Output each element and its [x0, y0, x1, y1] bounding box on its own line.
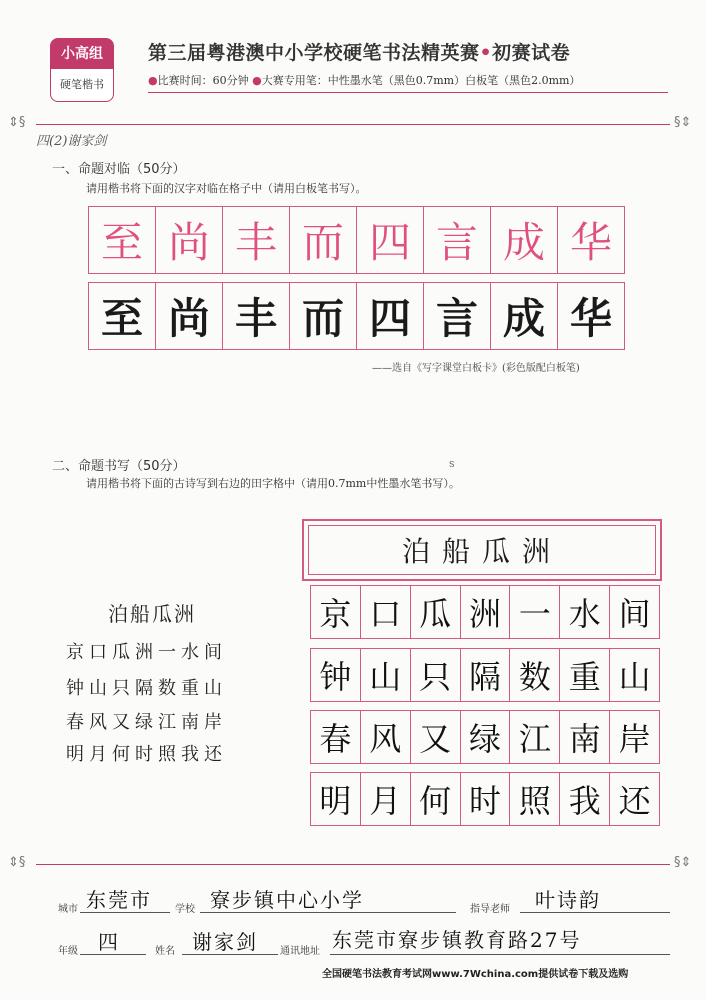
badge-category-label: 硬笔楷书	[60, 78, 104, 91]
model-char: 四	[357, 207, 424, 273]
exam-pen: 大赛专用笔：中性墨水笔（黑色0.7mm）白板笔（黑色2.0mm）	[261, 74, 581, 87]
name-label: 姓名	[155, 946, 175, 957]
model-char: 丰	[223, 207, 290, 273]
model-char: 尚	[156, 207, 223, 273]
answer-char: 水	[560, 586, 610, 638]
poem-title: 泊船瓜洲	[108, 602, 196, 626]
answer-char: 京	[311, 586, 361, 638]
ornament-left-icon: ⇕§	[8, 115, 26, 130]
answer-char: 江	[510, 711, 560, 763]
answer-row	[310, 648, 660, 702]
answer-char: 洲	[461, 586, 511, 638]
section2-instruction: 请用楷书将下面的古诗写到右边的田字格中（请用0.7mm中性墨水笔书写）。	[86, 477, 460, 490]
exam-info	[148, 72, 580, 88]
answer-char: 月	[361, 773, 411, 825]
answer-char: 钟	[311, 649, 361, 701]
model-char: 言	[424, 207, 491, 273]
answer-char: 时	[461, 773, 511, 825]
grade-underline	[80, 954, 146, 955]
divider-bottom	[36, 864, 670, 865]
written-char: 尚	[156, 283, 223, 349]
name-value[interactable]: 谢家剑	[192, 930, 258, 954]
writing-grid	[88, 282, 625, 350]
answer-char: 又	[411, 711, 461, 763]
grade-value[interactable]: 四	[98, 930, 120, 954]
answer-char: 口	[361, 586, 411, 638]
answer-char: 瓜	[411, 586, 461, 638]
address-value[interactable]: 东莞市寮步镇教育路27号	[332, 928, 582, 952]
answer-title-box	[302, 519, 662, 581]
school-label: 学校	[175, 904, 195, 915]
poem-line: 明月何时照我还	[66, 744, 227, 765]
model-char: 华	[569, 218, 612, 267]
bullet-icon: ●	[252, 74, 262, 87]
source-note: ——选自《写字课堂白板卡》(彩色版配白板笔)	[372, 363, 580, 374]
exam-time: 比赛时间：60分钟	[157, 74, 249, 87]
name-underline	[182, 954, 278, 955]
answer-row	[310, 772, 660, 826]
answer-char: 隔	[461, 649, 511, 701]
section2-heading: 二、命题书写（50分）	[52, 459, 186, 474]
bullet-icon: ●	[148, 74, 158, 87]
written-char: 至	[89, 283, 156, 349]
ornament-left-icon: ⇕§	[8, 855, 26, 870]
address-label: 通讯地址	[280, 946, 320, 957]
model-char: 成	[491, 207, 558, 273]
header-rule	[148, 92, 668, 93]
answer-char: 还	[618, 782, 651, 820]
written-char: 成	[491, 283, 558, 349]
written-char: 而	[290, 283, 357, 349]
school-underline	[200, 912, 456, 913]
model-char: 至	[89, 207, 156, 273]
written-char: 言	[424, 283, 491, 349]
divider-top	[36, 124, 670, 125]
school-value[interactable]: 寮步镇中心小学	[210, 888, 364, 912]
badge-group-label: 小高组	[51, 39, 113, 69]
answer-char: 间	[618, 595, 651, 633]
answer-char: 一	[510, 586, 560, 638]
group-badge	[50, 38, 114, 102]
answer-row	[310, 710, 660, 764]
answer-char: 数	[510, 649, 560, 701]
poem-line: 京口瓜洲一水间	[66, 642, 227, 663]
answer-title: 泊船瓜洲	[308, 525, 656, 575]
answer-char: 只	[411, 649, 461, 701]
title-stage: 初赛试卷	[492, 42, 571, 64]
city-value[interactable]: 东莞市	[86, 888, 152, 912]
answer-char: 照	[510, 773, 560, 825]
city-label: 城市	[58, 904, 78, 915]
ornament-right-icon: §⇕	[674, 115, 692, 130]
answer-char: 我	[560, 773, 610, 825]
footer-note: 全国硬笔书法教育考试网www.7Wchina.com提供试卷下载及选购	[322, 969, 629, 980]
written-char: 四	[357, 283, 424, 349]
page-title	[148, 38, 570, 65]
answer-char: 绿	[461, 711, 511, 763]
model-grid	[88, 206, 625, 274]
poem-line: 钟山只隔数重山	[66, 678, 227, 699]
answer-char: 山	[361, 649, 411, 701]
teacher-label: 指导老师	[470, 904, 510, 915]
answer-char: 风	[361, 711, 411, 763]
answer-char: 春	[311, 711, 361, 763]
answer-char: 何	[411, 773, 461, 825]
written-char: 华	[569, 294, 612, 343]
answer-char: 山	[618, 658, 651, 696]
ornament-right-icon: §⇕	[674, 855, 692, 870]
page-mark: S	[449, 460, 455, 469]
answer-row	[310, 585, 660, 639]
grade-label: 年级	[58, 946, 78, 957]
teacher-underline	[520, 912, 670, 913]
answer-char: 明	[311, 773, 361, 825]
title-dot: •	[479, 42, 493, 64]
handwritten-note: 四(2)谢家剑	[36, 134, 107, 149]
answer-char: 岸	[618, 720, 651, 758]
poem-line: 春风又绿江南岸	[66, 712, 227, 733]
answer-char: 重	[560, 649, 610, 701]
teacher-value[interactable]: 叶诗韵	[535, 888, 601, 912]
city-underline	[80, 912, 170, 913]
address-underline	[330, 954, 670, 955]
title-main: 第三届粤港澳中小学校硬笔书法精英赛	[148, 42, 480, 64]
written-char: 丰	[223, 283, 290, 349]
model-char: 而	[290, 207, 357, 273]
answer-char: 南	[560, 711, 610, 763]
section1-instruction: 请用楷书将下面的汉字对临在格子中（请用白板笔书写）。	[86, 182, 367, 195]
section1-heading: 一、命题对临（50分）	[52, 162, 186, 177]
